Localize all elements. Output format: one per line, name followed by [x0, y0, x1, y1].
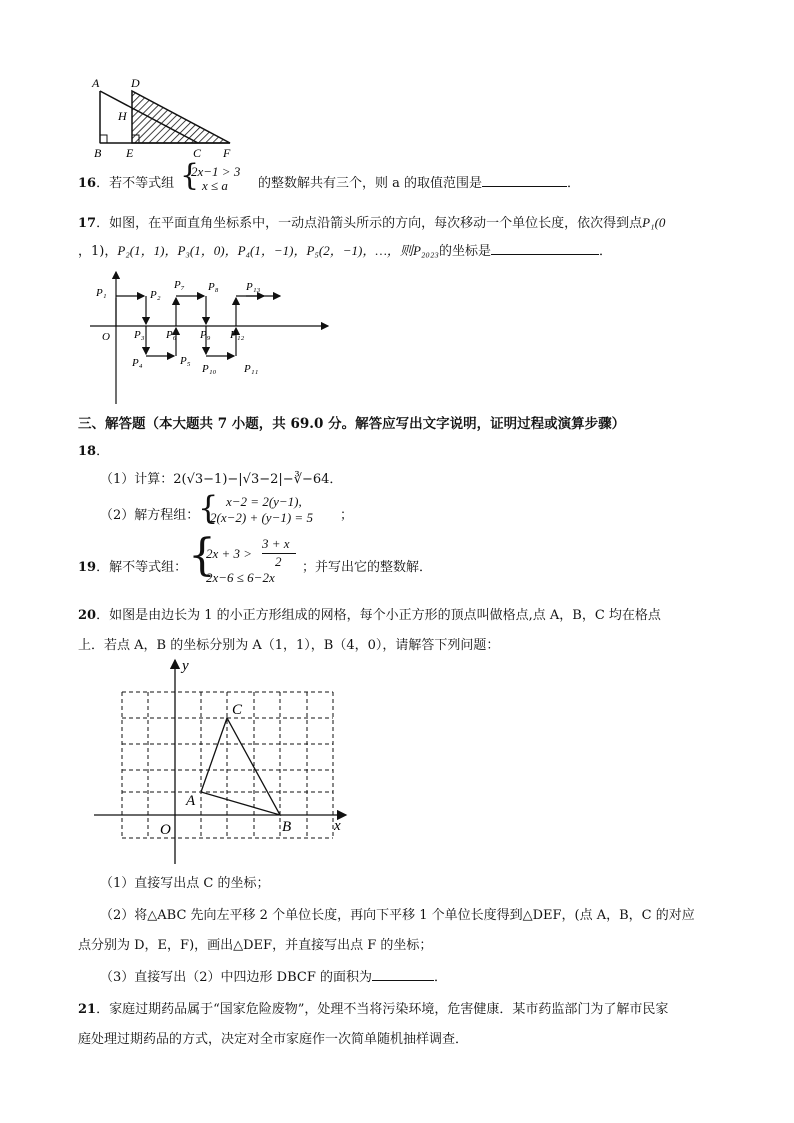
- equation-2: 2(x−2) + (y−1) = 5: [210, 510, 313, 525]
- label-H: H: [118, 109, 127, 123]
- question-17-line2: ，1)，P₂(1，1)，P₃(1，0)，P₄(1，−1)，P₅(2，−1)，…，则P₂₀₂₃的坐标是 ．: [78, 243, 612, 259]
- label-O: O: [160, 822, 171, 838]
- question-20-sub1: （1）直接写出点 C 的坐标；: [100, 876, 270, 891]
- fraction-numerator: 3 + x: [262, 536, 290, 551]
- inequality-2: 2x−6 ≤ 6−2x: [206, 570, 275, 585]
- grid-diagram: [90, 656, 360, 866]
- label-P13: P₁₃: [246, 281, 261, 293]
- question-18-part1: （1）计算：2(√3−1)−|√3−2|−∛−64．: [100, 472, 343, 487]
- label-A: A: [92, 76, 100, 90]
- question-19: 19．解不等式组：: [78, 560, 188, 575]
- equation-1: x−2 = 2(y−1),: [226, 494, 302, 509]
- question-21-line1: 21．家庭过期药品属于“国家危险废物”，处理不当将污染环境，危害健康．某市药监部门为了解市民家: [78, 1002, 669, 1017]
- question-20-sub2a: （2）将△ABC 先向左平移 2 个单位长度，再向下平移 1 个单位长度得到△DEF，(点 A，B，C 的对应: [100, 908, 695, 923]
- label-y: y: [182, 658, 189, 674]
- brace: {: [180, 158, 200, 193]
- label-P5: P₅: [180, 355, 191, 367]
- section-heading: 三、解答题（本大题共 7 小题，共 69.0 分。解答应写出文字说明，证明过程或演算步骤）: [78, 416, 626, 432]
- label-D: D: [131, 76, 140, 90]
- answer-blank[interactable]: [482, 174, 567, 187]
- question-20-sub2b: 点分别为 D，E，F)，画出△DEF，并直接写出点 F 的坐标；: [78, 938, 433, 953]
- label-B: B: [282, 819, 292, 835]
- label-A: A: [186, 793, 196, 809]
- label-P9: P₉: [200, 329, 211, 341]
- question-21-line2: 庭处理过期药品的方式，决定对全市家庭作一次简单随机抽样调查．: [78, 1032, 469, 1047]
- label-B: B: [94, 146, 102, 160]
- question-20-line1: 20．如图是由边长为 1 的小正方形组成的网格，每个小正方形的顶点叫做格点,点 A，B，C 均在格点: [78, 608, 661, 623]
- question-17-line1: 17．如图，在平面直角坐标系中，一动点沿箭头所示的方向，每次移动一个单位长度，依次得到点P₁(0: [78, 215, 666, 231]
- inequality-2: x ≤ a: [202, 178, 228, 193]
- question-number: 17: [78, 216, 97, 231]
- label-P6: P₆: [166, 329, 177, 341]
- question-text: ．若不等式组: [96, 176, 175, 191]
- label-O: O: [102, 331, 110, 343]
- label-P10: P₁₀: [202, 363, 217, 375]
- label-C: C: [193, 146, 202, 160]
- label-P2: P₂: [150, 289, 161, 301]
- label-E: E: [126, 146, 134, 160]
- question-number: 19: [78, 560, 97, 575]
- path-diagram: [90, 268, 340, 408]
- inequality-1-left: 2x + 3 >: [206, 546, 253, 561]
- question-18: 18．: [78, 444, 110, 459]
- question-18-part2: （2）解方程组：: [100, 508, 200, 523]
- question-text: 的整数解共有三个，则 a 的取值范围是 ．: [258, 176, 581, 191]
- label-P11: P₁₁: [244, 363, 259, 375]
- label-P1: P₁: [96, 287, 107, 299]
- inequality-1: 2x−1 > 3: [191, 164, 241, 179]
- fraction-denominator: 2: [275, 554, 282, 569]
- question-20-line2: 上．若点 A，B 的坐标分别为 A（1，1），B（4，0），请解答下列问题：: [78, 638, 500, 653]
- question-number: 21: [78, 1002, 97, 1017]
- punctuation: ；: [340, 508, 354, 523]
- label-P3: P₃: [134, 329, 145, 341]
- question-20-sub3: （3）直接写出（2）中四边形 DBCF 的面积为 ．: [100, 970, 448, 985]
- question-number: 20: [78, 608, 97, 623]
- answer-blank[interactable]: [491, 242, 599, 255]
- label-x: x: [334, 818, 341, 834]
- brace: {: [198, 489, 219, 527]
- label-P4: P₄: [132, 357, 143, 369]
- question-text: ；并写出它的整数解．: [302, 560, 433, 575]
- label-P8: P₈: [208, 281, 219, 293]
- triangle-figure: [88, 76, 238, 161]
- label-F: F: [223, 146, 231, 160]
- question-number: 18: [78, 444, 97, 459]
- label-P7: P₇: [174, 279, 185, 291]
- label-C: C: [232, 702, 243, 718]
- question-number: 16: [78, 176, 97, 191]
- brace: {: [188, 530, 216, 581]
- answer-blank[interactable]: [372, 968, 434, 981]
- question-16: [78, 172, 174, 191]
- label-P12: P₁₂: [230, 329, 245, 341]
